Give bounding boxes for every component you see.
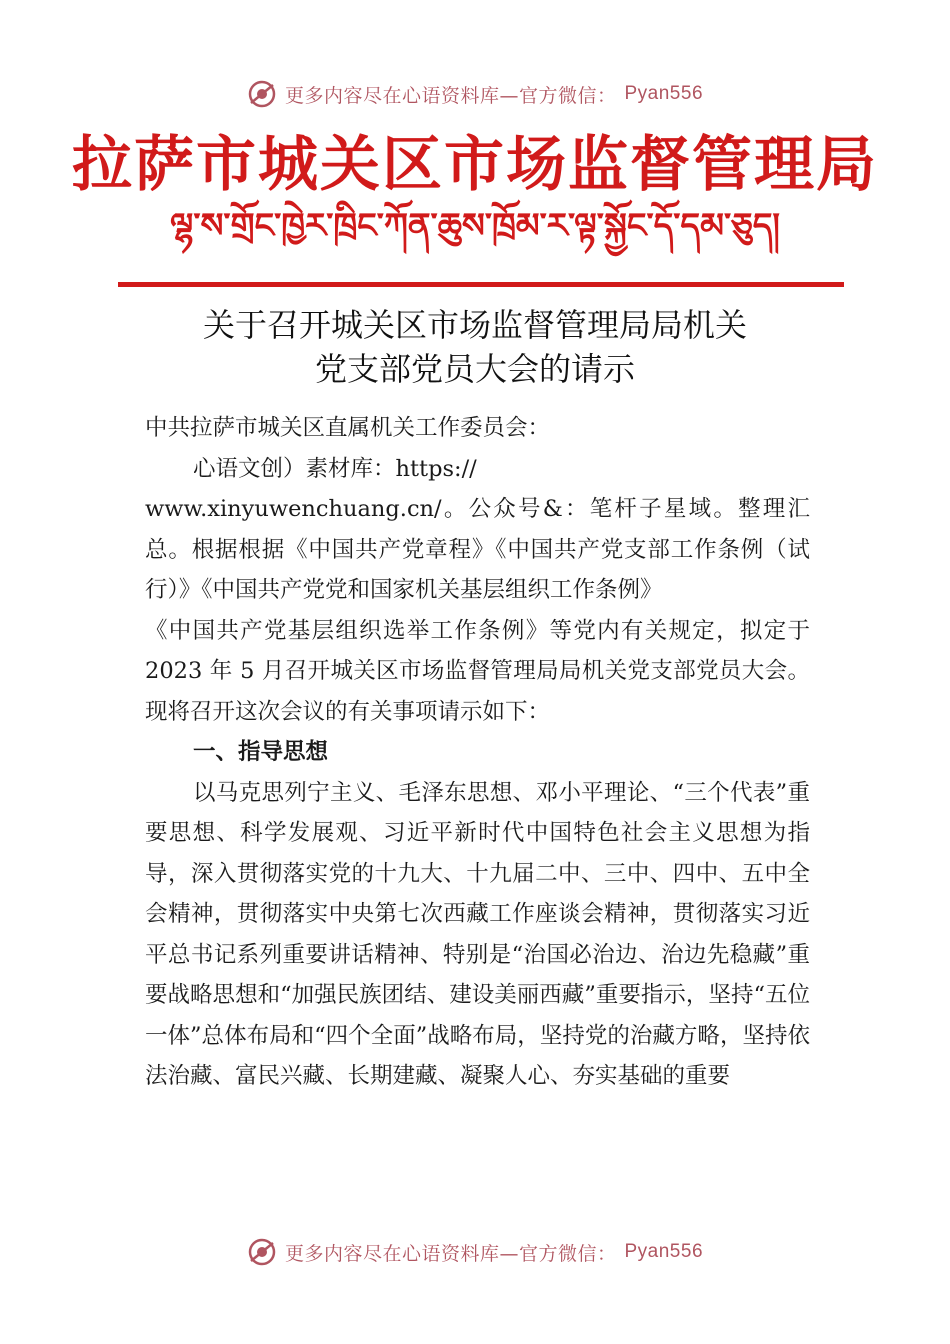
section-body-guiding-ideology: 以马克思列宁主义、毛泽东思想、邓小平理论、“三个代表”重要思想、科学发展观、习近平新时代中国特色社会主义思想为指导，深入贯彻落实党的十九大、十九届二中、三中、四中、五中全会精神，贯彻落实中央第七次西藏工作座谈会精神，贯彻落实习近平总书记系列重要讲话精神、特别是“治国必治边、治边先稳藏”重要战略思想和“加强民族团结、建设美丽西藏”重要指示，坚持“五位一体”总体布局和“四个全面”战略布局，坚持党的治藏方略，坚持依法治藏、富民兴藏、长期建藏、凝聚人心、夯实基础的重要 bbox=[145, 779, 810, 1089]
agency-name-tibetan: ལྷ་ས་གྲོང་ཁྱེར་ཁྲིང་ཀོན་ཆུས་ཁྲོམ་ར་ལྟ་སྐྱོང་དོ་དམ་ཅུད། bbox=[170, 206, 780, 246]
watermark-text: 更多内容尽在心语资料库—官方微信： bbox=[284, 1242, 617, 1265]
watermark-logo-icon bbox=[247, 79, 277, 109]
intro-paragraph-continued: 《中国共产党基层组织选举工作条例》等党内有关规定，拟定于 2023 年 5 月召开城关区市场监督管理局局机关党支部党员大会。现将召开这次会议的有关事项请示如下： bbox=[145, 617, 810, 725]
addressee: 中共拉萨市城关区直属机关工作委员会： bbox=[145, 415, 551, 441]
document-title-line-1: 关于召开城关区市场监督管理局局机关 bbox=[202, 306, 747, 344]
watermark-logo-icon bbox=[247, 1237, 277, 1267]
section-heading-guiding-ideology: 一、指导思想 bbox=[193, 739, 329, 765]
watermark-handle: Pyan556 bbox=[624, 1241, 704, 1262]
document-body bbox=[145, 408, 810, 1097]
intro-paragraph: www.xinyuwenchuang.cn/。公众号&：笔杆子星域。整理汇总。根据根据《中国共产党章程》《中国共产党支部工作条例（试行）》《中国共产党党和国家机关基层组织工作条例》 bbox=[145, 496, 810, 603]
watermark-banner-top bbox=[0, 74, 950, 114]
document-title-line-2: 党支部党员大会的请示 bbox=[314, 350, 635, 388]
letterhead-divider bbox=[118, 282, 844, 287]
intro-paragraph-line: 心语文创）素材库：https:// bbox=[193, 455, 477, 482]
watermark-text: 更多内容尽在心语资料库—官方微信： bbox=[284, 84, 617, 107]
watermark-handle: Pyan556 bbox=[624, 83, 704, 104]
agency-name: 拉萨市城关区市场监督管理局 bbox=[72, 130, 878, 200]
document-title bbox=[0, 303, 950, 391]
watermark-banner-bottom bbox=[0, 1232, 950, 1272]
